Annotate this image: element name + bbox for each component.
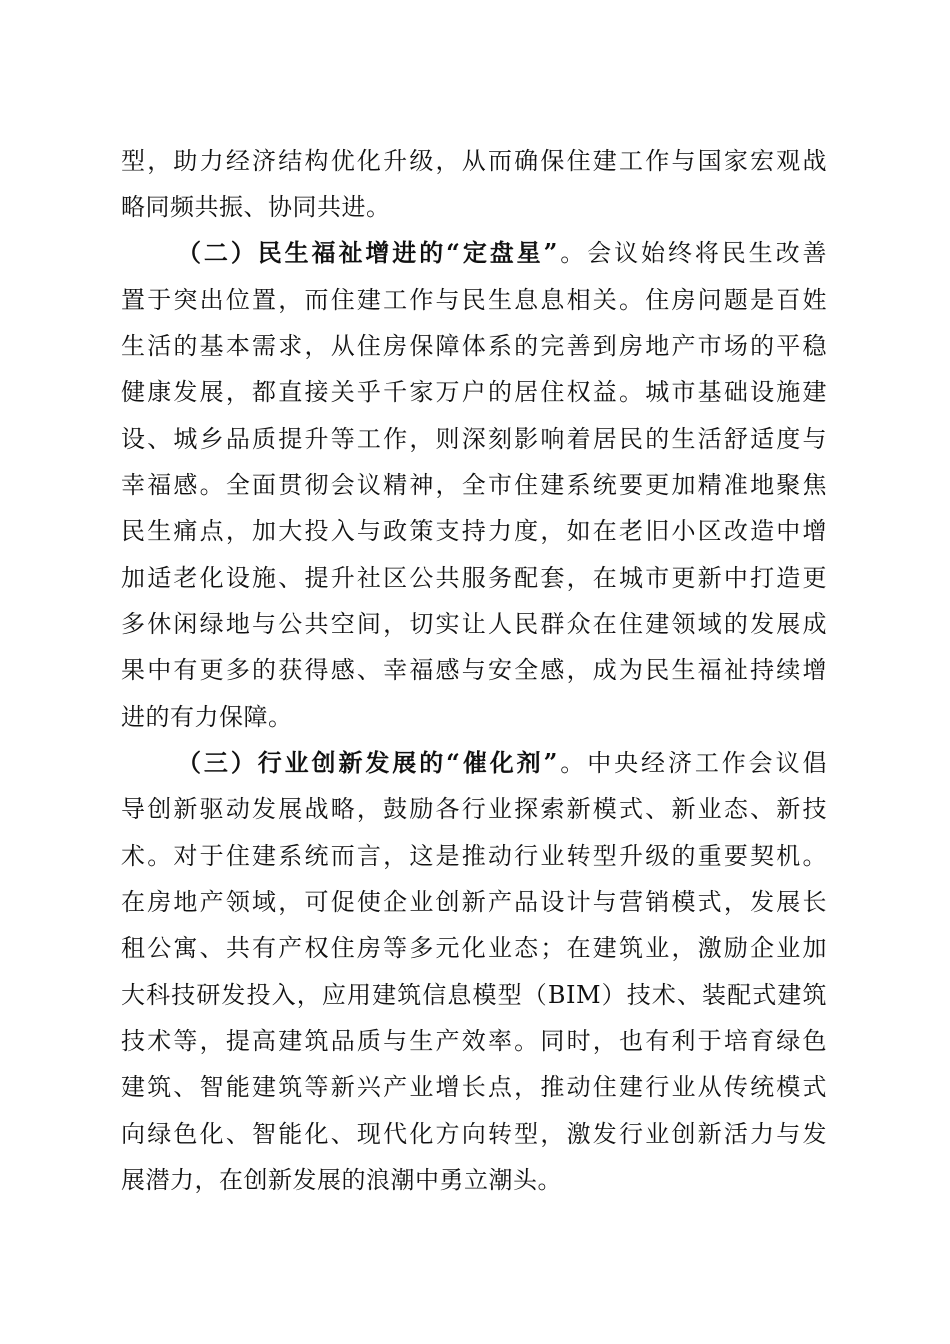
text-line: 术。对于住建系统而言，这是推动行业转型升级的重要契机。: [121, 842, 827, 870]
text-line: 向绿色化、智能化、现代化方向转型，激发行业创新活力与发: [121, 1120, 827, 1148]
text-line: 加适老化设施、提升社区公共服务配套，在城市更新中打造更: [121, 564, 827, 592]
text-span: 。会议始终将民生改善: [557, 239, 828, 267]
text-line: 在房地产领域，可促使企业创新产品设计与营销模式，发展长: [121, 888, 827, 916]
paragraph-heading-line: [177, 232, 827, 274]
text-line: 幸福感。全面贯彻会议精神，全市住建系统要更加精准地聚焦: [121, 471, 827, 499]
paragraph-heading-line: [177, 742, 827, 784]
text-line: 略同频共振、协同共进。: [121, 193, 391, 221]
text-line: 进的有力保障。: [121, 703, 293, 731]
text-line: 建筑、智能建筑等新兴产业增长点，推动住建行业从传统模式: [121, 1073, 827, 1101]
text-line: 租公寓、共有产权住房等多元化业态；在建筑业，激励企业加: [121, 934, 827, 962]
text-line: 型，助力经济结构优化升级，从而确保住建工作与国家宏观战: [121, 147, 827, 175]
text-line: 生活的基本需求，从住房保障体系的完善到房地产市场的平稳: [121, 332, 827, 360]
text-line: 置于突出位置，而住建工作与民生息息相关。住房问题是百姓: [121, 286, 827, 314]
text-line: 导创新驱动发展战略，鼓励各行业探索新模式、新业态、新技: [121, 795, 827, 823]
text-line: 多休闲绿地与公共空间，切实让人民群众在住建领域的发展成: [121, 610, 827, 638]
text-line: 技术等，提高建筑品质与生产效率。同时，也有利于培育绿色: [121, 1027, 827, 1055]
text-line: 展潜力，在创新发展的浪潮中勇立潮头。: [121, 1166, 562, 1194]
text-line: 设、城乡品质提升等工作，则深刻影响着居民的生活舒适度与: [121, 425, 827, 453]
section-heading: （三）行业创新发展的“催化剂”: [177, 748, 558, 777]
text-span: 。中央经济工作会议倡: [557, 749, 828, 777]
text-line: 果中有更多的获得感、幸福感与安全感，成为民生福祉持续增: [121, 656, 827, 684]
text-line: 健康发展，都直接关乎千家万户的居住权益。城市基础设施建: [121, 378, 827, 406]
section-heading: （二）民生福祉增进的“定盘星”: [177, 238, 558, 267]
text-line: 大科技研发投入，应用建筑信息模型（BIM）技术、装配式建筑: [121, 981, 827, 1009]
text-line: 民生痛点，加大投入与政策支持力度，如在老旧小区改造中增: [121, 517, 827, 545]
